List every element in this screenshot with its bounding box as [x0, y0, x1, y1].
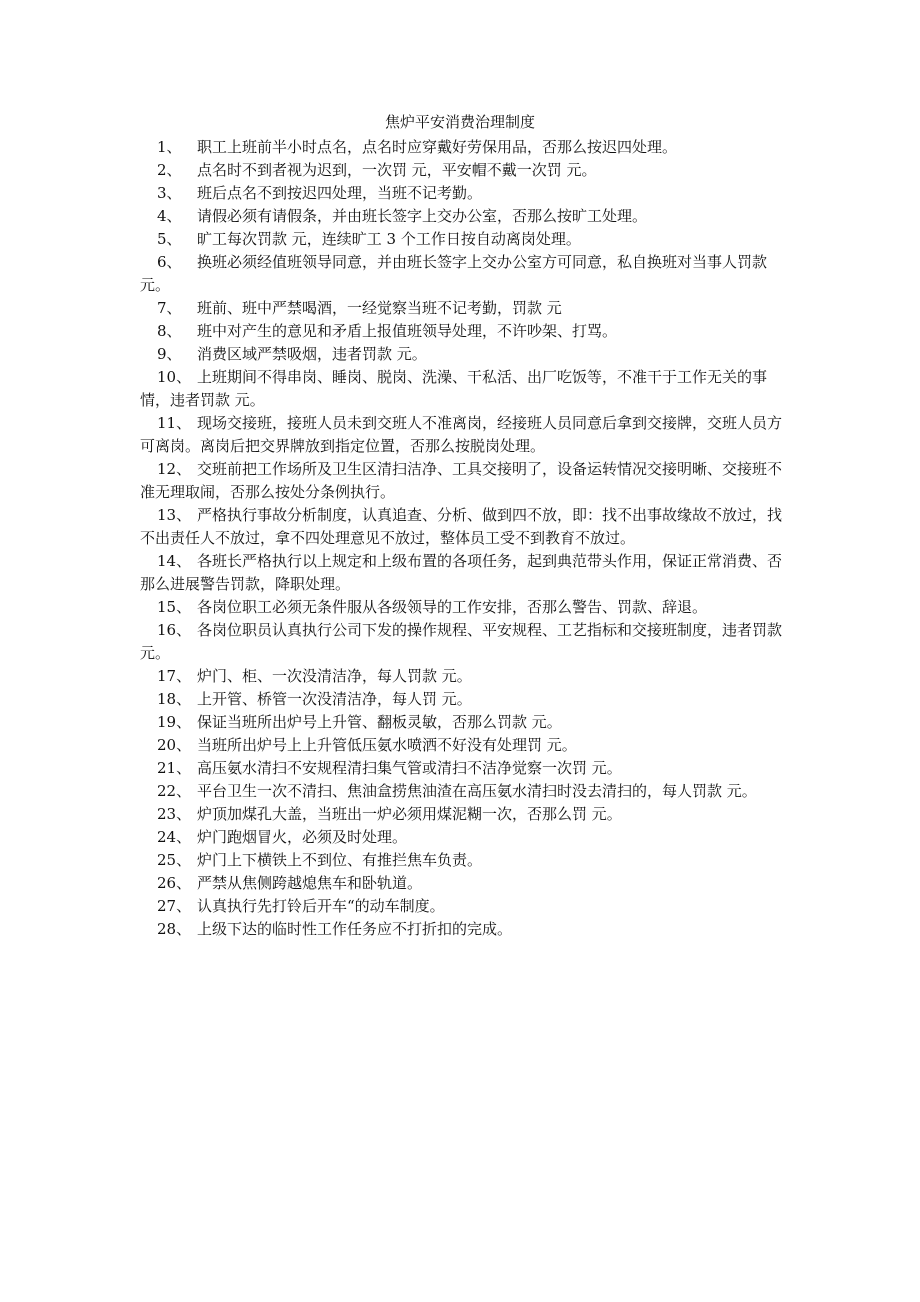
rule-item — [140, 159, 792, 182]
rule-item — [140, 803, 792, 826]
rule-number: 11、 — [157, 414, 192, 432]
rule-number: 17、 — [157, 667, 192, 685]
rule-item — [140, 734, 792, 757]
rule-item — [140, 136, 792, 159]
rule-text: 炉门、柜、一次没清洁净，每人罚款 元。 — [197, 667, 472, 685]
rule-item — [140, 918, 792, 941]
rule-item — [140, 366, 792, 412]
rule-text: 各岗位职工必须无条件服从各级领导的工作安排，否那么警告、罚款、辞退。 — [197, 598, 708, 616]
rule-item — [140, 757, 792, 780]
rule-number: 3、 — [157, 184, 182, 202]
rule-text: 旷工每次罚款 元，连续旷工 3 个工作日按自动离岗处理。 — [197, 230, 581, 248]
rule-item — [140, 297, 792, 320]
rule-item — [140, 711, 792, 734]
rule-item — [140, 550, 792, 596]
rule-text: 炉门上下横铁上不到位、有推拦焦车负责。 — [197, 851, 483, 869]
rule-number: 1、 — [157, 138, 182, 156]
rule-number: 27、 — [157, 897, 192, 915]
rule-number: 2、 — [157, 161, 182, 179]
rule-number: 28、 — [157, 920, 192, 938]
rule-item — [140, 343, 792, 366]
rule-text: 各班长严格执行以上规定和上级布置的各项任务，起到典范带头作用，保证正常消费、否那么进展警告罚款，降职处理。 — [140, 552, 783, 593]
rule-text: 上级下达的临时性工作任务应不打折扣的完成。 — [197, 920, 513, 938]
rule-item — [140, 251, 792, 297]
rule-text: 职工上班前半小时点名，点名时应穿戴好劳保用品，否那么按迟四处理。 — [197, 138, 678, 156]
rule-number: 26、 — [157, 874, 192, 892]
rule-number: 25、 — [157, 851, 192, 869]
rule-number: 21、 — [157, 759, 192, 777]
rule-number: 19、 — [157, 713, 192, 731]
rule-item — [140, 412, 792, 458]
rule-number: 9、 — [157, 345, 182, 363]
rule-number: 23、 — [157, 805, 192, 823]
rule-item — [140, 826, 792, 849]
rule-text: 上开管、桥管一次没清洁净，每人罚 元。 — [197, 690, 472, 708]
rule-number: 8、 — [157, 322, 182, 340]
rule-number: 12、 — [157, 460, 192, 478]
document-title: 焦炉平安消费治理制度 — [384, 113, 535, 131]
rule-text: 班前、班中严禁喝酒，一经觉察当班不记考勤，罚款 元 — [197, 299, 562, 317]
rule-item — [140, 780, 792, 803]
rule-number: 5、 — [157, 230, 182, 248]
rule-number: 16、 — [157, 621, 192, 639]
rule-text: 严禁从焦侧跨越熄焦车和卧轨道。 — [197, 874, 423, 892]
rule-text: 炉门跑烟冒火，必须及时处理。 — [197, 828, 408, 846]
rule-item — [140, 182, 792, 205]
rule-number: 15、 — [157, 598, 192, 616]
rule-text: 现场交接班，接班人员未到交班人不准离岗，经接班人员同意后拿到交接牌，交班人员方可离岗。离岗后把交界牌放到指定位置，否那么按脱岗处理。 — [140, 414, 783, 455]
rule-item — [140, 596, 792, 619]
rule-item — [140, 205, 792, 228]
rule-item — [140, 665, 792, 688]
rule-item — [140, 228, 792, 251]
rule-item — [140, 320, 792, 343]
rule-item — [140, 895, 792, 918]
rule-item — [140, 458, 792, 504]
rule-text: 班中对产生的意见和矛盾上报值班领导处理，不许吵架、打骂。 — [197, 322, 618, 340]
rule-number: 24、 — [157, 828, 192, 846]
rule-number: 22、 — [157, 782, 192, 800]
rule-text: 交班前把工作场所及卫生区清扫洁净、工具交接明了，设备运转情况交接明晰、交接班不准无理取闹，否那么按处分条例执行。 — [140, 460, 783, 501]
rules-list — [140, 136, 792, 941]
rule-number: 10、 — [157, 368, 192, 386]
rule-item — [140, 688, 792, 711]
rule-number: 6、 — [157, 253, 182, 271]
rule-item — [140, 504, 792, 550]
rule-number: 20、 — [157, 736, 192, 754]
rule-text: 认真执行先打铃后开车“的动车制度。 — [197, 897, 445, 915]
rule-item — [140, 619, 792, 665]
rule-text: 上班期间不得串岗、睡岗、脱岗、洗澡、干私活、出厂吃饭等，不准干于工作无关的事情，违者罚款 元。 — [140, 368, 768, 409]
rule-text: 平台卫生一次不清扫、焦油盒捞焦油渣在高压氨水清扫时没去清扫的，每人罚款 元。 — [197, 782, 757, 800]
rule-text: 高压氨水清扫不安规程清扫集气管或清扫不洁净觉察一次罚 元。 — [197, 759, 622, 777]
rule-text: 点名时不到者视为迟到，一次罚 元，平安帽不戴一次罚 元。 — [197, 161, 597, 179]
rule-number: 14、 — [157, 552, 192, 570]
rule-text: 当班所出炉号上上升管低压氨水喷洒不好没有处理罚 元。 — [197, 736, 577, 754]
rule-number: 4、 — [157, 207, 182, 225]
rule-number: 18、 — [157, 690, 192, 708]
rule-item — [140, 849, 792, 872]
rule-number: 13、 — [157, 506, 192, 524]
rule-text: 严格执行事故分析制度，认真追查、分析、做到四不放，即：找不出事故缘故不放过，找不出责任人不放过，拿不四处理意见不放过，整体员工受不到教育不放过。 — [140, 506, 783, 547]
rule-text: 保证当班所出炉号上升管、翻板灵敏，否那么罚款 元。 — [197, 713, 562, 731]
rule-text: 各岗位职员认真执行公司下发的操作规程、平安规程、工艺指标和交接班制度，违者罚款 元。 — [140, 621, 783, 662]
rule-number: 7、 — [157, 299, 182, 317]
rule-text: 请假必须有请假条，并由班长签字上交办公室，否那么按旷工处理。 — [197, 207, 648, 225]
rule-text: 消费区域严禁吸烟，违者罚款 元。 — [197, 345, 427, 363]
rule-text: 班后点名不到按迟四处理，当班不记考勤。 — [197, 184, 483, 202]
rule-item — [140, 872, 792, 895]
rule-text: 炉顶加煤孔大盖，当班出一炉必须用煤泥糊一次，否那么罚 元。 — [197, 805, 622, 823]
rule-text: 换班必须经值班领导同意，并由班长签字上交办公室方可同意，私自换班对当事人罚款 元。 — [140, 253, 768, 294]
